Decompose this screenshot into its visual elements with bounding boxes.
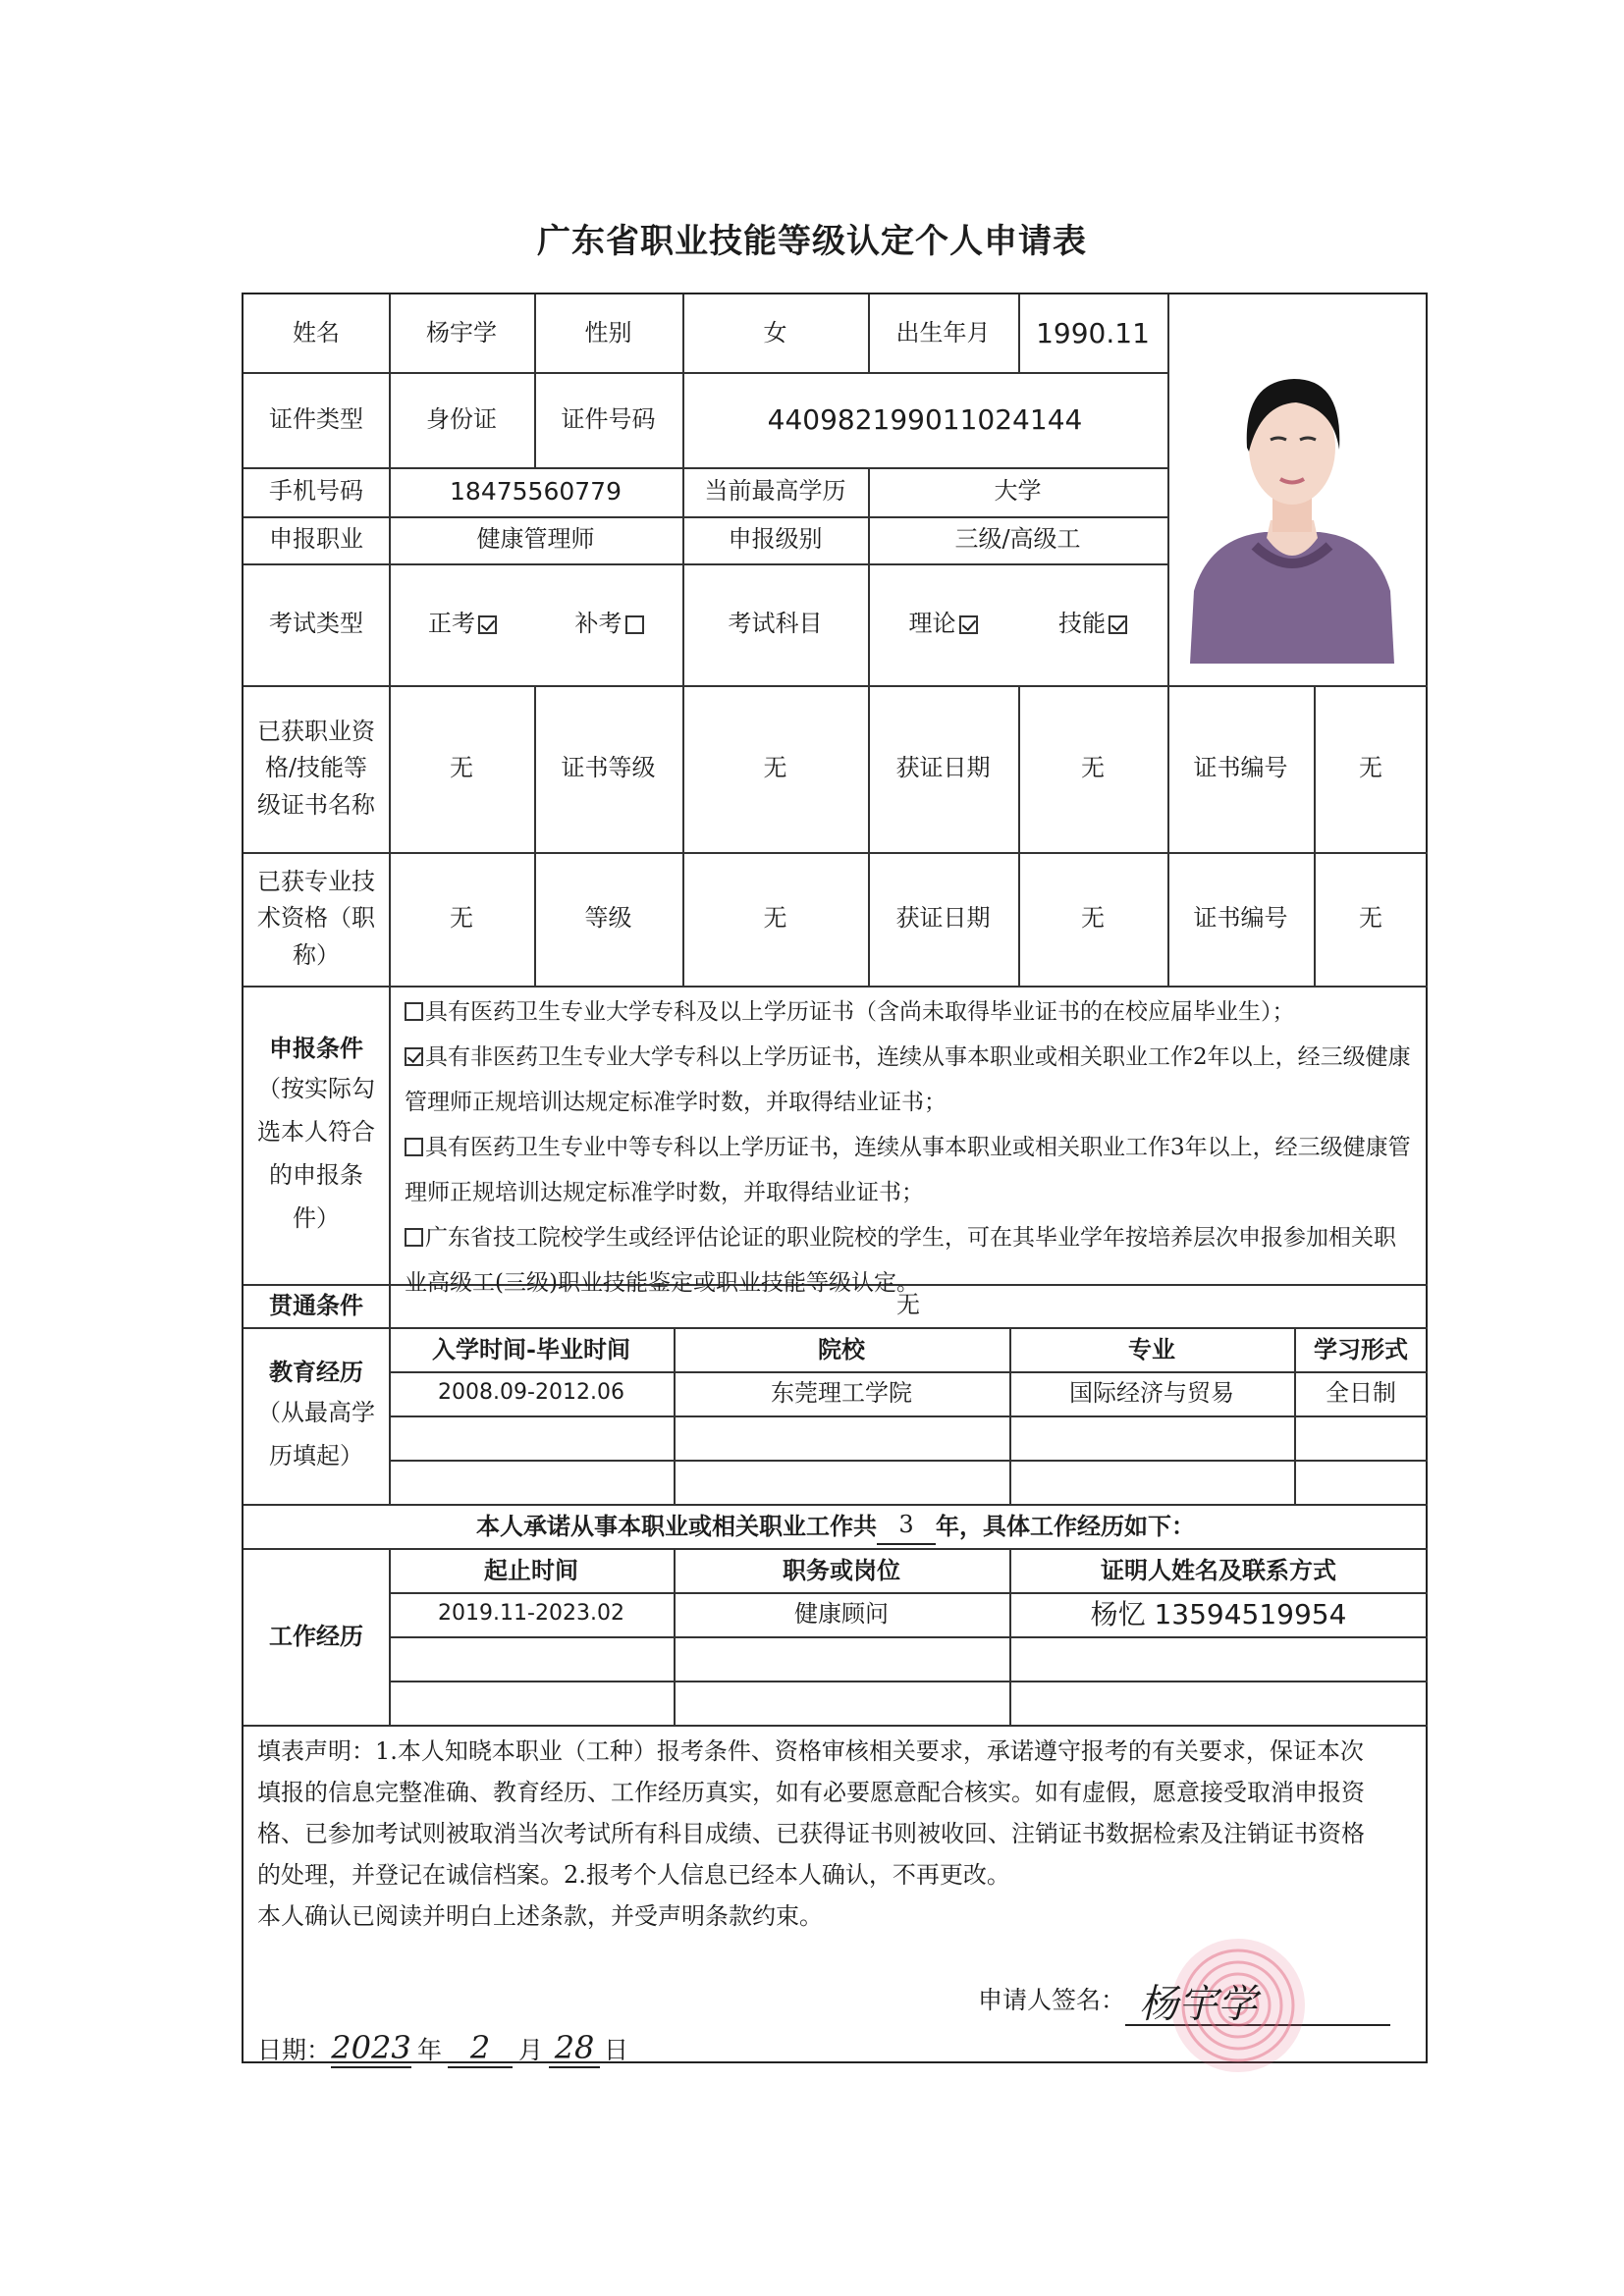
cert2-grade[interactable]: 无 [763, 904, 787, 933]
exam-theory-checkbox[interactable] [959, 615, 978, 634]
edu-header-time: 入学时间-毕业时间 [432, 1334, 630, 1363]
work-pledge-post: 年，具体工作经历如下： [936, 1511, 1195, 1540]
rule [389, 1636, 1428, 1638]
rule [389, 1681, 1428, 1682]
edu-row-major[interactable]: 国际经济与贸易 [1069, 1378, 1234, 1407]
exam-makeup-option[interactable] [536, 563, 682, 685]
declaration-line: 填表声明：1.本人知晓本职业（工种）报考条件、资格审核相关要求，承诺遵守报考的有关要求，保证本次 [257, 1737, 1364, 1765]
condition-text: 广东省技工院校学生或经评估论证的职业院校的学生，可在其毕业学年按培养层次申报参加相关职业高级工(三级)职业技能鉴定或职业技能等级认定。 [405, 1225, 1396, 1296]
work-header-reference: 证明人姓名及联系方式 [1101, 1555, 1336, 1584]
gender-label: 性别 [584, 318, 632, 347]
signature-label: 申请人签名： [978, 1986, 1126, 2014]
portrait-image [1170, 346, 1414, 664]
id-no-value[interactable]: 440982199011024144 [767, 402, 1083, 436]
exam-type-label: 考试类型 [269, 610, 363, 638]
exam-makeup-checkbox[interactable] [625, 615, 644, 634]
through-label: 贯通条件 [269, 1291, 363, 1320]
education-label-block [257, 1327, 375, 1504]
date-day[interactable]: 28 [549, 2029, 600, 2068]
rule [244, 986, 1428, 988]
id-type-label: 证件类型 [269, 404, 363, 433]
id-no-label: 证件号码 [561, 404, 656, 433]
education-level-value[interactable]: 大学 [994, 477, 1042, 506]
rule [389, 1415, 1428, 1417]
cert2-date[interactable]: 无 [1081, 904, 1105, 933]
work-row-period[interactable]: 2019.11-2023.02 [438, 1601, 624, 1627]
cert2-grade-label: 等级 [584, 904, 632, 933]
level-label: 申报级别 [728, 525, 823, 554]
cert2-date-label: 获证日期 [895, 904, 991, 933]
exam-theory-option[interactable] [868, 563, 1018, 685]
signature: 杨宇学 [1139, 1982, 1258, 2027]
cert1-name[interactable]: 无 [450, 754, 473, 782]
year-unit: 年 [417, 2036, 443, 2064]
birth-label: 出生年月 [895, 318, 991, 347]
condition-text: 具有医药卫生专业中等专科以上学历证书，连续从事本职业或相关职业工作3年以上，经三级健康管理师正规培训达规定标准学时数，并取得结业证书； [405, 1135, 1411, 1205]
edu-header-mode: 学习形式 [1314, 1334, 1408, 1363]
conditions-label: 申报条件 [269, 1034, 363, 1063]
declaration-line: 的处理，并登记在诚信档案。2.报考个人信息已经本人确认，不再更改。 [257, 1861, 1010, 1889]
work-row-position[interactable]: 健康顾问 [794, 1599, 889, 1628]
declaration [257, 1731, 1416, 1937]
exam-regular-checkbox[interactable] [478, 615, 497, 634]
condition-item[interactable] [405, 989, 1412, 1035]
work-label: 工作经历 [269, 1622, 363, 1651]
cert1-grade[interactable]: 无 [763, 754, 787, 782]
cert2-no[interactable]: 无 [1359, 904, 1382, 933]
exam-skill-option[interactable] [1018, 563, 1167, 685]
education-note: （从最高学历填起） [257, 1398, 375, 1469]
edu-row-time[interactable]: 2008.09-2012.06 [438, 1380, 624, 1406]
cert1-no-label: 证书编号 [1193, 754, 1288, 782]
edu-row-mode[interactable]: 全日制 [1326, 1378, 1396, 1407]
level-value[interactable]: 三级/高级工 [954, 525, 1081, 554]
through-value[interactable]: 无 [896, 1291, 920, 1319]
cert1-grade-label: 证书等级 [561, 754, 656, 782]
day-unit: 日 [604, 2036, 629, 2064]
name-value[interactable]: 杨宇学 [426, 318, 497, 347]
exam-regular-option[interactable] [389, 563, 536, 685]
condition-checkbox[interactable] [405, 1047, 423, 1066]
cert1-date[interactable]: 无 [1081, 754, 1105, 782]
condition-checkbox[interactable] [405, 1138, 423, 1156]
signature-area [978, 1969, 1410, 2028]
condition-text: 具有非医药卫生专业大学专科以上学历证书，连续从事本职业或相关职业工作2年以上，经三级健康管理师正规培训达规定标准学时数，并取得结业证书； [405, 1044, 1411, 1115]
gender-value[interactable]: 女 [763, 318, 787, 347]
date-area [257, 2024, 628, 2073]
cert1-label: 已获职业资格/技能等级证书名称 [257, 718, 375, 819]
condition-checkbox[interactable] [405, 1002, 423, 1021]
exam-theory-label: 理论 [908, 610, 956, 638]
education-level-label: 当前最高学历 [704, 477, 846, 506]
exam-skill-checkbox[interactable] [1109, 615, 1127, 634]
work-years[interactable]: 3 [877, 1507, 936, 1545]
cert2-label: 已获专业技术资格（职称） [257, 868, 375, 969]
exam-skill-label: 技能 [1058, 610, 1106, 638]
edu-row-school[interactable]: 东莞理工学院 [771, 1378, 912, 1407]
conditions-note: （按实际勾选本人符合的申报条件） [257, 1074, 375, 1232]
work-header-position: 职务或岗位 [783, 1555, 900, 1584]
id-type-value[interactable]: 身份证 [426, 404, 497, 433]
declaration-line: 格、已参加考试则被取消当次考试所有科目成绩、已获得证书则被收回、注销证书数据检索及注销证书资格 [257, 1820, 1365, 1847]
condition-item[interactable] [405, 1125, 1412, 1215]
date-year[interactable]: 2023 [331, 2029, 411, 2066]
work-pledge [244, 1504, 1428, 1548]
cert1-date-label: 获证日期 [895, 754, 991, 782]
condition-item[interactable] [405, 1035, 1412, 1125]
work-header-period: 起止时间 [484, 1555, 578, 1584]
rule [389, 1460, 1428, 1462]
name-label: 姓名 [293, 318, 340, 347]
exam-makeup-label: 补考 [574, 610, 623, 638]
date-month[interactable]: 2 [448, 2029, 513, 2068]
exam-regular-label: 正考 [428, 610, 475, 638]
education-label: 教育经历 [269, 1358, 363, 1387]
cert2-name[interactable]: 无 [450, 904, 473, 933]
job-value[interactable]: 健康管理师 [476, 525, 595, 554]
signature-field[interactable] [1125, 1971, 1390, 2026]
condition-text: 具有医药卫生专业大学专科及以上学历证书（含尚未取得毕业证书的在校应届毕业生）； [425, 999, 1295, 1025]
declaration-line: 本人确认已阅读并明白上述条款，并受声明条款约束。 [257, 1902, 823, 1930]
condition-checkbox[interactable] [405, 1228, 423, 1247]
phone-value[interactable]: 18475560779 [450, 476, 622, 506]
month-unit: 月 [518, 2036, 544, 2064]
edu-header-school: 院校 [818, 1334, 865, 1363]
job-label: 申报职业 [269, 525, 363, 554]
applicant-photo [1170, 346, 1414, 664]
date-label: 日期： [257, 2036, 332, 2064]
declaration-line: 填报的信息完整准确、教育经历、工作经历真实，如有必要愿意配合核实。如有虚假，愿意接受取消申报资 [257, 1779, 1365, 1806]
cert1-no[interactable]: 无 [1359, 754, 1382, 782]
conditions-label-block [257, 986, 375, 1284]
work-row-reference[interactable]: 杨忆 13594519954 [1090, 1597, 1347, 1630]
work-pledge-pre: 本人承诺从事本职业或相关职业工作共 [476, 1511, 877, 1540]
form-title: 广东省职业技能等级认定个人申请表 [537, 222, 1087, 261]
edu-header-major: 专业 [1128, 1334, 1175, 1363]
phone-label: 手机号码 [269, 477, 363, 506]
rule [244, 1725, 1428, 1727]
conditions-list [391, 989, 1426, 1296]
cert2-no-label: 证书编号 [1193, 904, 1288, 933]
birth-value[interactable]: 1990.11 [1036, 316, 1150, 349]
exam-subject-label: 考试科目 [728, 610, 823, 638]
